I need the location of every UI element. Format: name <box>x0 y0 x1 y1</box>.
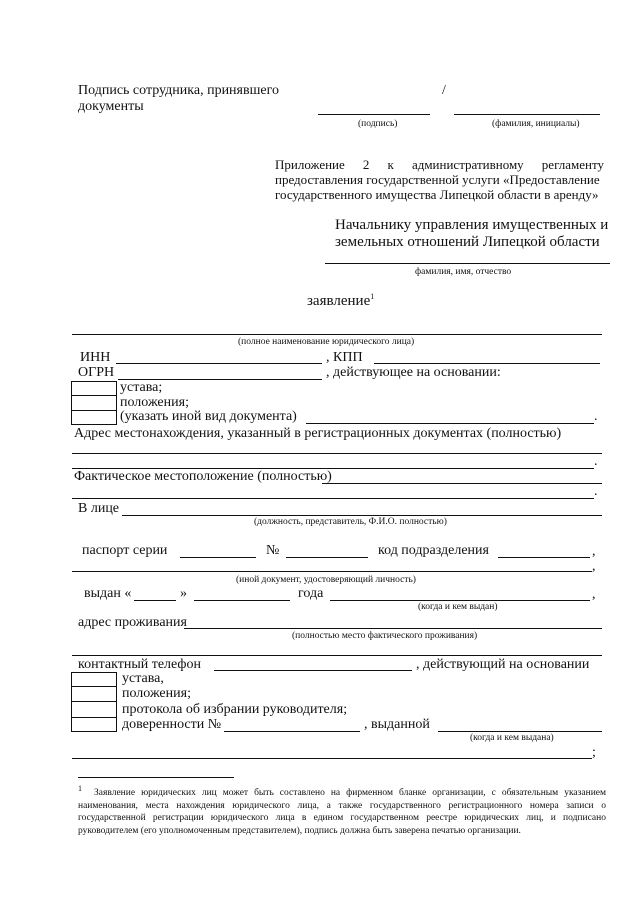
proxy-checkbox[interactable] <box>72 718 116 731</box>
registered-address-field-1[interactable] <box>72 453 602 454</box>
line-end-comma: , <box>592 559 596 574</box>
passport-series-label: паспорт серии <box>82 543 168 558</box>
represented-by-label: В лице <box>78 501 120 516</box>
appendix-word: Приложение <box>275 157 345 172</box>
title-text: заявление <box>307 293 371 309</box>
proxy-issued-by-field[interactable] <box>438 731 602 732</box>
contact-phone-label: контактный телефон <box>78 657 201 672</box>
option-protocol-label: протокола об избрании руководителя; <box>122 702 348 717</box>
appendix-number: 2 <box>362 157 370 172</box>
caption-issued-by-2: (когда и кем выдана) <box>470 733 554 743</box>
quote-close: » <box>180 586 187 601</box>
slash-separator: / <box>442 83 446 98</box>
line-end-comma: , <box>592 587 596 602</box>
other-document-field[interactable] <box>306 423 594 424</box>
caption-position: (должность, представитель, Ф.И.О. полностью) <box>254 517 447 527</box>
document-title <box>307 293 374 309</box>
ogrn-label: ОГРН <box>78 365 115 380</box>
option-proxy-label: доверенности № <box>122 717 222 732</box>
division-code-label: код подразделения <box>378 543 489 558</box>
protocol-checkbox[interactable] <box>72 702 116 717</box>
appendix-line-2: предоставления государственной услуги «Предоставление <box>275 172 600 187</box>
appendix-regulation: регламенту <box>541 157 604 172</box>
title-footnote-mark: 1 <box>370 292 375 301</box>
option-other-label: (указать иной вид документа) <box>120 409 297 424</box>
registered-address-label: Адрес местонахождения, указанный в регистрационных документах (полностью) <box>74 426 562 441</box>
other-id-document-field[interactable] <box>72 571 592 572</box>
option-charter-label: устава; <box>120 380 163 395</box>
actual-location-field-2[interactable] <box>72 498 594 499</box>
footnote-separator <box>78 777 234 778</box>
division-code-field[interactable] <box>498 557 590 558</box>
caption-signature: (подпись) <box>358 119 398 129</box>
acting-basis-label: , действующее на основании: <box>326 365 501 380</box>
caption-full-name-addressee: фамилия, имя, отчество <box>415 267 512 277</box>
caption-name-initials: (фамилия, инициалы) <box>492 119 580 129</box>
kpp-field[interactable] <box>374 363 600 364</box>
acting-basis-label-2: , действующий на основании <box>416 657 590 672</box>
passport-number-label: № <box>266 543 280 558</box>
proxy-number-field[interactable] <box>224 731 360 732</box>
caption-other-id-document: (иной документ, удостоверяющий личность) <box>236 575 416 585</box>
employee-signature-label: Подпись сотрудника, принявшего <box>78 83 279 98</box>
issued-label-2: , выданной <box>364 717 430 732</box>
regulation-checkbox-2[interactable] <box>72 687 116 701</box>
residence-address-label: адрес проживания <box>78 615 187 630</box>
signature-field[interactable] <box>318 114 430 115</box>
issued-by-field[interactable] <box>330 600 590 601</box>
appendix-line-3: государственного имущества Липецкой области в аренду» <box>275 187 599 202</box>
line-end-dot: . <box>594 454 598 469</box>
actual-location-label: Фактическое местоположение (полностью) <box>74 469 332 484</box>
charter-checkbox-2[interactable] <box>72 673 116 686</box>
appendix-administrative: административному <box>411 157 524 172</box>
passport-number-field[interactable] <box>286 557 368 558</box>
actual-location-field-1[interactable] <box>322 483 602 484</box>
charter-checkbox[interactable] <box>72 382 116 395</box>
footnote-mark: 1 <box>78 784 82 793</box>
residence-address-field-2[interactable] <box>72 655 602 656</box>
addressee-line-2: земельных отношений Липецкой области <box>335 234 600 250</box>
employee-signature-label-2: документы <box>78 99 144 114</box>
year-label: года <box>298 586 324 601</box>
addressee-line-1: Начальнику управления имущественных и <box>335 217 609 233</box>
option-regulation-label-2: положения; <box>122 686 191 701</box>
legal-entity-name-field[interactable] <box>72 334 602 335</box>
issued-day-field[interactable] <box>134 600 176 601</box>
appendix-line-1 <box>275 158 604 171</box>
name-initials-field[interactable] <box>454 114 600 115</box>
proxy-issued-by-field-2[interactable] <box>72 758 592 759</box>
caption-legal-entity-name: (полное наименование юридического лица) <box>238 337 415 347</box>
contact-phone-field[interactable] <box>214 670 412 671</box>
line-end-dot: . <box>594 409 598 424</box>
residence-address-field[interactable] <box>184 628 602 629</box>
option-charter-label-2: устава, <box>122 671 164 686</box>
caption-residence: (полностью место фактического проживания) <box>292 631 478 641</box>
other-document-checkbox[interactable] <box>72 411 116 424</box>
issued-label: выдан « <box>84 586 132 601</box>
caption-issued-by: (когда и кем выдан) <box>418 602 498 612</box>
passport-series-field[interactable] <box>180 557 256 558</box>
footnote <box>78 784 606 837</box>
addressee-name-field[interactable] <box>325 263 610 264</box>
line-end-comma: , <box>592 544 596 559</box>
inn-field[interactable] <box>116 363 322 364</box>
line-end-semicolon: ; <box>592 745 596 760</box>
footnote-text: Заявление юридических лиц может быть составлено на фирменном бланке организации, с обязательным указанием наименования, места нахождения юридического лица, а также государственного регистрационного номера записи о государственной регистрации юридического лица в едином государственном реестре юридических лиц, и подписано руководителем (его уполномоченным представителем), подпись должна быть заверена печатью организации. <box>78 788 606 836</box>
option-regulation-label: положения; <box>120 395 189 410</box>
appendix-to: к <box>387 157 394 172</box>
line-end-dot: . <box>594 484 598 499</box>
represented-by-field[interactable] <box>122 515 602 516</box>
issued-month-field[interactable] <box>194 600 290 601</box>
regulation-checkbox[interactable] <box>72 396 116 410</box>
inn-label: ИНН <box>80 350 111 365</box>
kpp-label: , КПП <box>326 350 363 365</box>
